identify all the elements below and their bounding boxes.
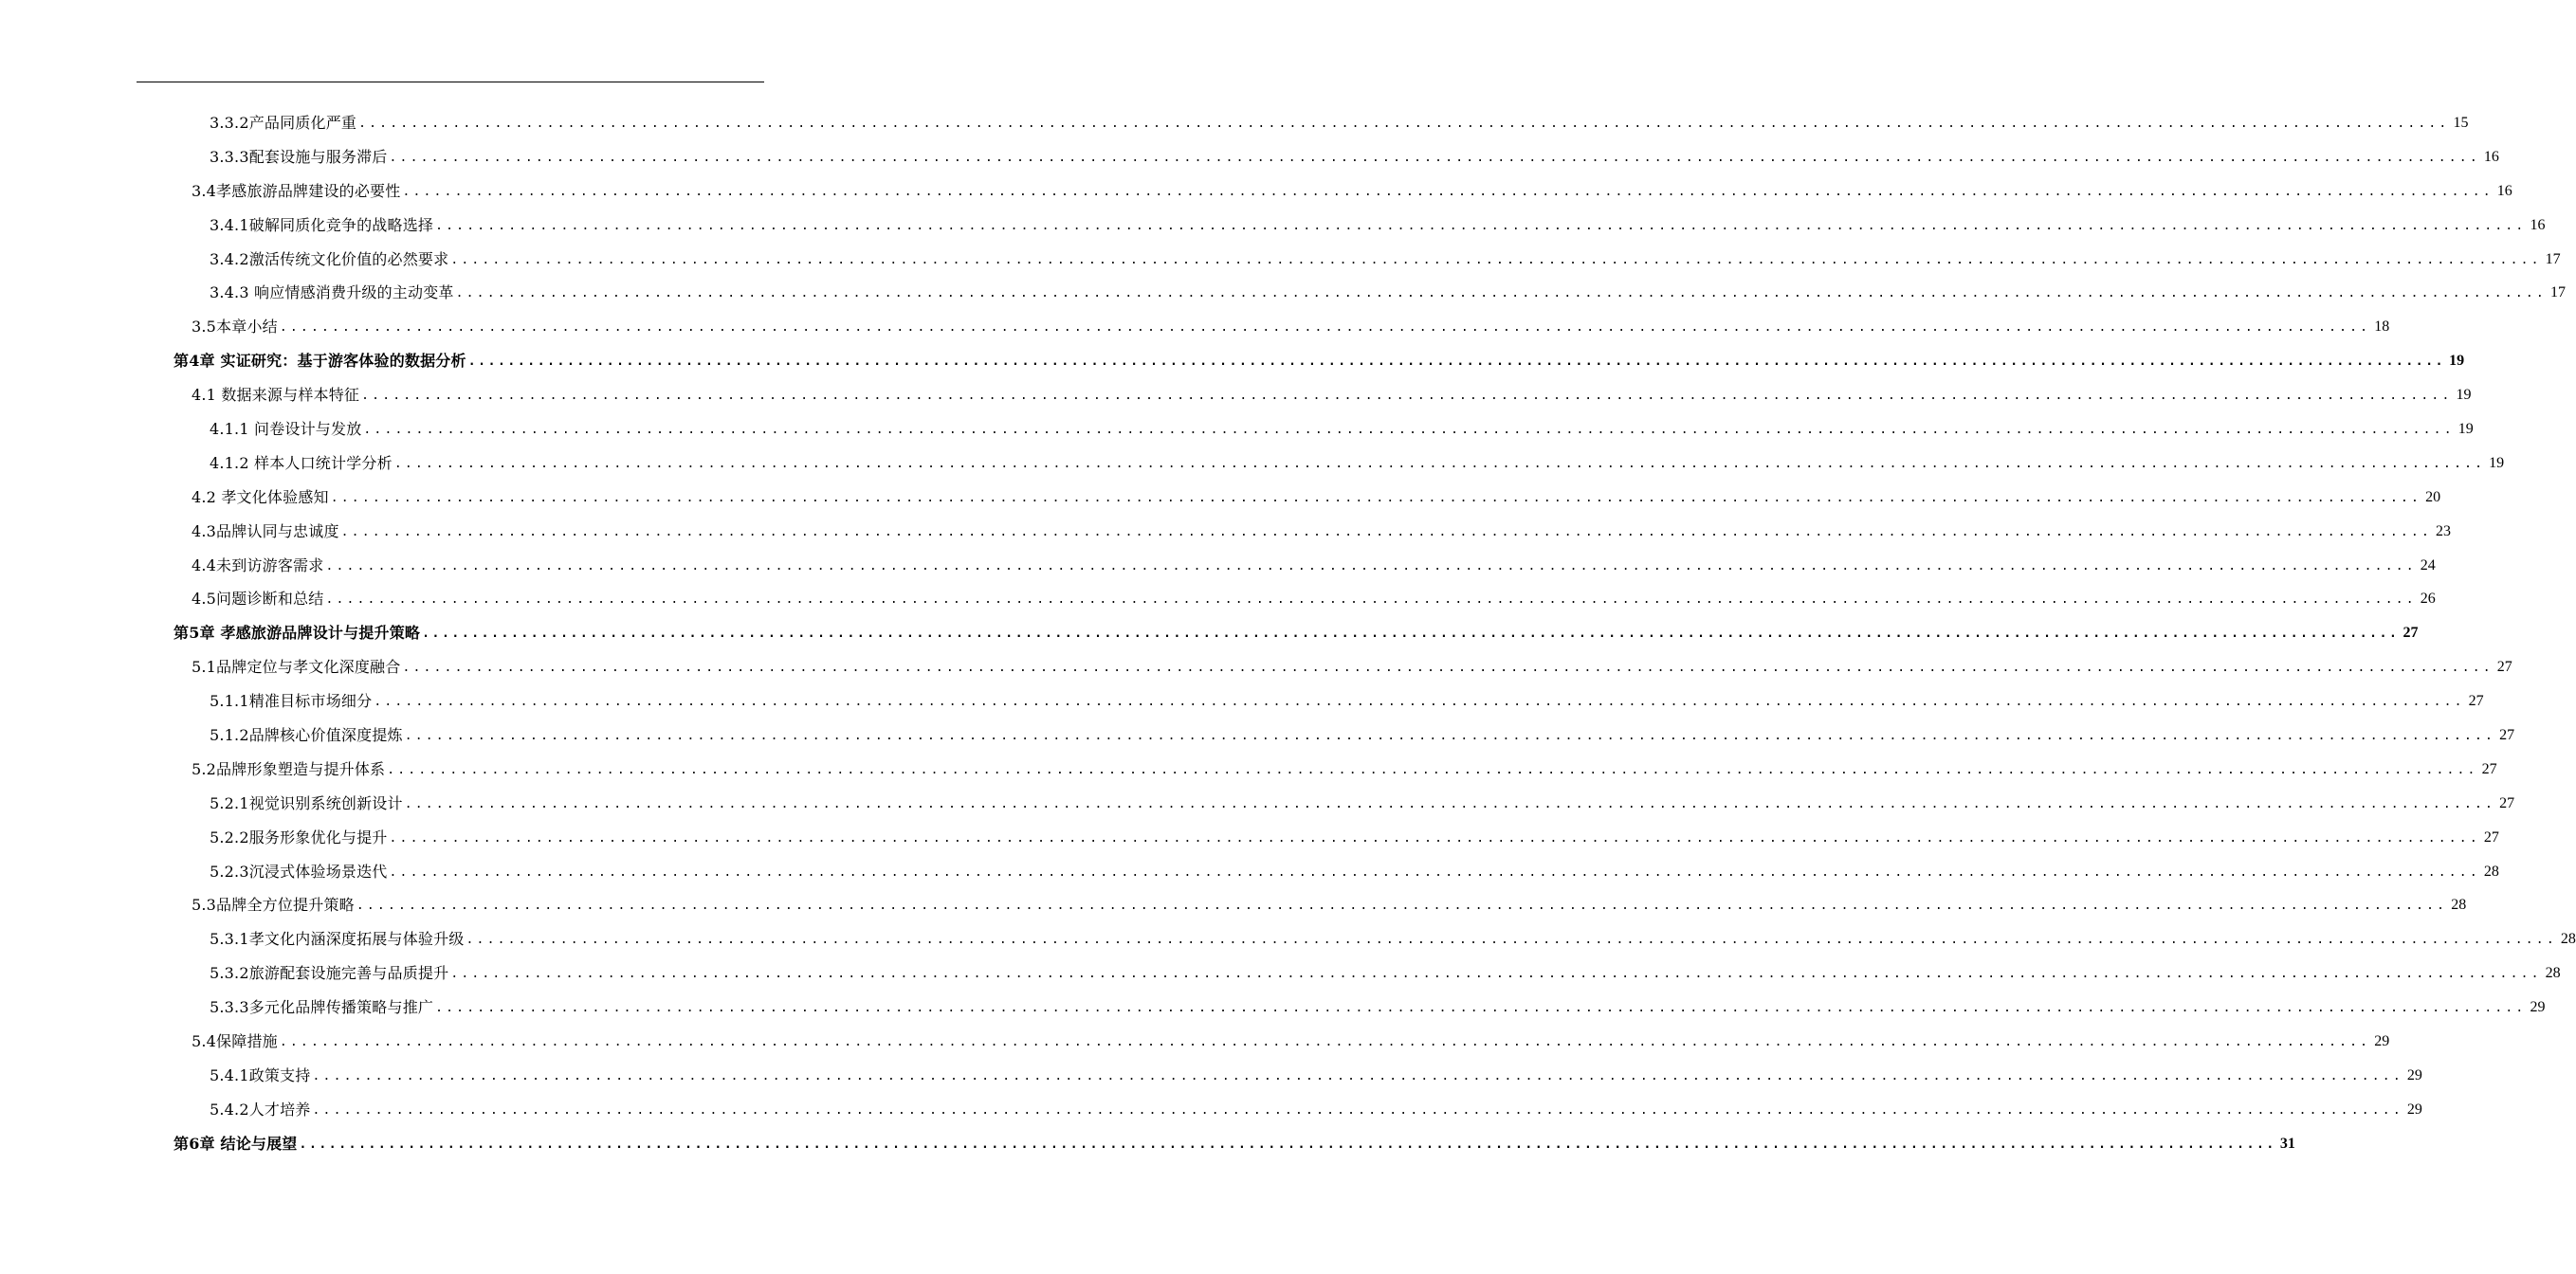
toc-dot-leader: ........................................................................................................................................................................................................ bbox=[402, 661, 2494, 676]
toc-page-number: 27 bbox=[2483, 828, 2499, 846]
toc-dot-leader: ........................................................................................................................................................................................................ bbox=[404, 729, 2496, 744]
toc-entry[interactable] bbox=[0, 276, 2566, 310]
toc-entry[interactable] bbox=[0, 243, 2561, 277]
toc-page-number: 17 bbox=[2545, 250, 2561, 267]
toc-page-number: 23 bbox=[2436, 522, 2451, 539]
toc-dot-leader: ........................................................................................................................................................................................................ bbox=[389, 150, 2480, 165]
toc-dot-leader: ........................................................................................................................................................................................................ bbox=[325, 558, 2417, 573]
toc-entry-title: 5.1品牌定位与孝文化深度融合 bbox=[192, 650, 402, 684]
toc-dot-leader: ........................................................................................................................................................................................................ bbox=[467, 355, 2446, 370]
toc-entry-title: 3.4.3 响应情感消费升级的主动变革 bbox=[210, 276, 456, 310]
toc-entry[interactable] bbox=[0, 719, 2515, 753]
toc-page-number: 19 bbox=[2457, 421, 2474, 438]
toc-page-number: 26 bbox=[2420, 591, 2436, 608]
toc-page-number: 27 bbox=[2481, 760, 2497, 777]
toc-entry-title: 5.4.1政策支持 bbox=[210, 1059, 313, 1093]
toc-page-number: 16 bbox=[2483, 148, 2499, 165]
toc-dot-leader: ........................................................................................................................................................................................................ bbox=[363, 423, 2455, 438]
toc-dot-leader: ........................................................................................................................................................................................................ bbox=[312, 1102, 2403, 1118]
toc-entry-title: 5.3.3多元化品牌传播策略与推广 bbox=[210, 991, 435, 1025]
toc-page-number: 15 bbox=[2453, 115, 2469, 131]
toc-dot-leader: ........................................................................................................................................................................................................ bbox=[404, 796, 2496, 811]
toc-dot-leader: ........................................................................................................................................................................................................ bbox=[312, 1068, 2403, 1083]
toc-page-number: 24 bbox=[2420, 556, 2436, 573]
toc-dot-leader: ........................................................................................................................................................................................................ bbox=[450, 967, 2542, 982]
toc-dot-leader: ........................................................................................................................................................................................................ bbox=[340, 524, 2432, 539]
toc-entry[interactable] bbox=[0, 888, 2467, 922]
toc-entry[interactable] bbox=[0, 106, 2469, 140]
toc-entry[interactable] bbox=[0, 684, 2484, 719]
toc-page-number: 28 bbox=[2483, 863, 2499, 880]
toc-entry[interactable] bbox=[0, 650, 2512, 684]
toc-page-number: 27 bbox=[2496, 659, 2512, 676]
toc-entry[interactable] bbox=[0, 140, 2499, 174]
toc-dot-leader: ........................................................................................................................................................................................................ bbox=[389, 830, 2480, 846]
toc-page-number: 17 bbox=[2549, 284, 2566, 301]
toc-page-number: 18 bbox=[2374, 318, 2390, 336]
toc-page-number: 31 bbox=[2279, 1135, 2295, 1152]
toc-entry-title: 5.2.2服务形象优化与提升 bbox=[210, 821, 390, 855]
toc-entry-title: 第5章 孝感旅游品牌设计与提升策略 bbox=[174, 616, 422, 650]
toc-page-number: 28 bbox=[2451, 897, 2467, 914]
toc-dot-leader: ........................................................................................................................................................................................................ bbox=[422, 627, 2400, 642]
toc-entry[interactable] bbox=[0, 209, 2546, 243]
table-of-contents bbox=[0, 106, 2576, 1161]
toc-dot-leader: ........................................................................................................................................................................................................ bbox=[279, 1035, 2371, 1050]
toc-entry-title: 5.1.2品牌核心价值深度提炼 bbox=[210, 719, 405, 753]
toc-entry-title: 3.3.2产品同质化严重 bbox=[210, 106, 358, 140]
toc-entry[interactable] bbox=[0, 549, 2436, 583]
toc-page-number: 29 bbox=[2530, 999, 2546, 1016]
toc-page-number: 29 bbox=[2374, 1033, 2390, 1050]
toc-page-number: 19 bbox=[2449, 353, 2465, 370]
toc-entry-title: 3.3.3配套设施与服务滞后 bbox=[210, 140, 390, 174]
toc-entry[interactable] bbox=[0, 956, 2561, 991]
toc-page-number: 29 bbox=[2406, 1066, 2422, 1083]
toc-dot-leader: ........................................................................................................................................................................................................ bbox=[279, 320, 2371, 336]
toc-entry[interactable] bbox=[0, 481, 2441, 515]
toc-page-number: 19 bbox=[2489, 454, 2505, 471]
toc-dot-leader: ........................................................................................................................................................................................................ bbox=[435, 1001, 2527, 1016]
toc-entry-title: 4.2 孝文化体验感知 bbox=[192, 481, 331, 515]
toc-entry-title: 5.2.3沉浸式体验场景迭代 bbox=[210, 855, 390, 889]
toc-entry-title: 4.4未到访游客需求 bbox=[192, 549, 325, 583]
toc-entry-title: 第4章 实证研究：基于游客体验的数据分析 bbox=[174, 344, 468, 378]
toc-dot-leader: ........................................................................................................................................................................................................ bbox=[358, 117, 2450, 131]
toc-page-number: 28 bbox=[2560, 931, 2576, 948]
toc-entry[interactable] bbox=[0, 174, 2512, 209]
toc-entry-title: 4.5问题诊断和总结 bbox=[192, 582, 325, 616]
toc-chapter-entry[interactable] bbox=[0, 344, 2465, 378]
toc-dot-leader: ........................................................................................................................................................................................................ bbox=[299, 1137, 2276, 1152]
toc-entry[interactable] bbox=[0, 515, 2451, 549]
toc-entry-title: 4.1 数据来源与样本特征 bbox=[192, 378, 361, 412]
toc-entry-title: 5.1.1精准目标市场细分 bbox=[210, 684, 374, 719]
toc-dot-leader: ........................................................................................................................................................................................................ bbox=[374, 695, 2465, 710]
toc-entry[interactable] bbox=[0, 378, 2472, 412]
toc-entry[interactable] bbox=[0, 446, 2505, 481]
toc-entry[interactable] bbox=[0, 922, 2576, 956]
toc-entry[interactable] bbox=[0, 753, 2497, 787]
toc-dot-leader: ........................................................................................................................................................................................................ bbox=[361, 389, 2453, 404]
toc-entry-title: 第6章 结论与展望 bbox=[174, 1127, 300, 1161]
toc-entry-title: 5.2品牌形象塑造与提升体系 bbox=[192, 753, 387, 787]
toc-dot-leader: ........................................................................................................................................................................................................ bbox=[393, 456, 2486, 471]
toc-entry-title: 3.5本章小结 bbox=[192, 310, 280, 344]
toc-page-number: 27 bbox=[2402, 625, 2419, 642]
toc-page-number: 27 bbox=[2499, 794, 2515, 811]
toc-page-number: 27 bbox=[2468, 693, 2484, 710]
toc-dot-leader: ........................................................................................................................................................................................................ bbox=[387, 762, 2478, 777]
toc-page-number: 20 bbox=[2425, 488, 2441, 505]
toc-entry[interactable] bbox=[0, 855, 2499, 889]
toc-dot-leader: ........................................................................................................................................................................................................ bbox=[325, 592, 2417, 608]
toc-page-number: 19 bbox=[2456, 387, 2472, 404]
toc-entry[interactable] bbox=[0, 582, 2436, 616]
toc-dot-leader: ........................................................................................................................................................................................................ bbox=[455, 286, 2547, 301]
toc-dot-leader: ........................................................................................................................................................................................................ bbox=[356, 899, 2448, 914]
toc-entry-title: 5.4.2人才培养 bbox=[210, 1093, 313, 1127]
toc-entry-title: 5.4保障措施 bbox=[192, 1025, 280, 1059]
toc-entry-title: 3.4.2激活传统文化价值的必然要求 bbox=[210, 243, 450, 277]
toc-entry-title: 5.3品牌全方位提升策略 bbox=[192, 888, 356, 922]
toc-entry-title: 4.1.2 样本人口统计学分析 bbox=[210, 446, 394, 481]
toc-entry-title: 5.3.2旅游配套设施完善与品质提升 bbox=[210, 956, 450, 991]
toc-entry-title: 4.3品牌认同与忠诚度 bbox=[192, 515, 341, 549]
toc-page-number: 16 bbox=[2496, 182, 2512, 199]
toc-dot-leader: ........................................................................................................................................................................................................ bbox=[466, 933, 2557, 948]
toc-chapter-entry[interactable] bbox=[0, 616, 2419, 650]
toc-entry[interactable] bbox=[0, 787, 2515, 821]
toc-dot-leader: ........................................................................................................................................................................................................ bbox=[402, 184, 2494, 199]
toc-dot-leader: ........................................................................................................................................................................................................ bbox=[450, 252, 2542, 267]
toc-dot-leader: ........................................................................................................................................................................................................ bbox=[389, 864, 2480, 880]
toc-entry[interactable] bbox=[0, 1093, 2422, 1127]
toc-dot-leader: ........................................................................................................................................................................................................ bbox=[330, 490, 2422, 505]
toc-entry[interactable] bbox=[0, 310, 2390, 344]
toc-entry[interactable] bbox=[0, 1025, 2390, 1059]
toc-page-number: 28 bbox=[2545, 965, 2561, 982]
toc-entry-title: 5.2.1视觉识别系统创新设计 bbox=[210, 787, 405, 821]
toc-page-number: 29 bbox=[2406, 1101, 2422, 1118]
toc-entry[interactable] bbox=[0, 1059, 2422, 1093]
toc-entry-title: 3.4.1破解同质化竞争的战略选择 bbox=[210, 209, 435, 243]
toc-dot-leader: ........................................................................................................................................................................................................ bbox=[435, 218, 2527, 233]
toc-chapter-entry[interactable] bbox=[0, 1127, 2295, 1161]
toc-entry-title: 3.4孝感旅游品牌建设的必要性 bbox=[192, 174, 402, 209]
toc-entry-title: 5.3.1孝文化内涵深度拓展与体验升级 bbox=[210, 922, 466, 956]
toc-entry-title: 4.1.1 问卷设计与发放 bbox=[210, 412, 363, 446]
toc-entry[interactable] bbox=[0, 991, 2546, 1025]
toc-entry[interactable] bbox=[0, 821, 2499, 855]
toc-entry[interactable] bbox=[0, 412, 2474, 446]
toc-page-number: 27 bbox=[2499, 727, 2515, 744]
toc-page-number: 16 bbox=[2530, 216, 2546, 233]
